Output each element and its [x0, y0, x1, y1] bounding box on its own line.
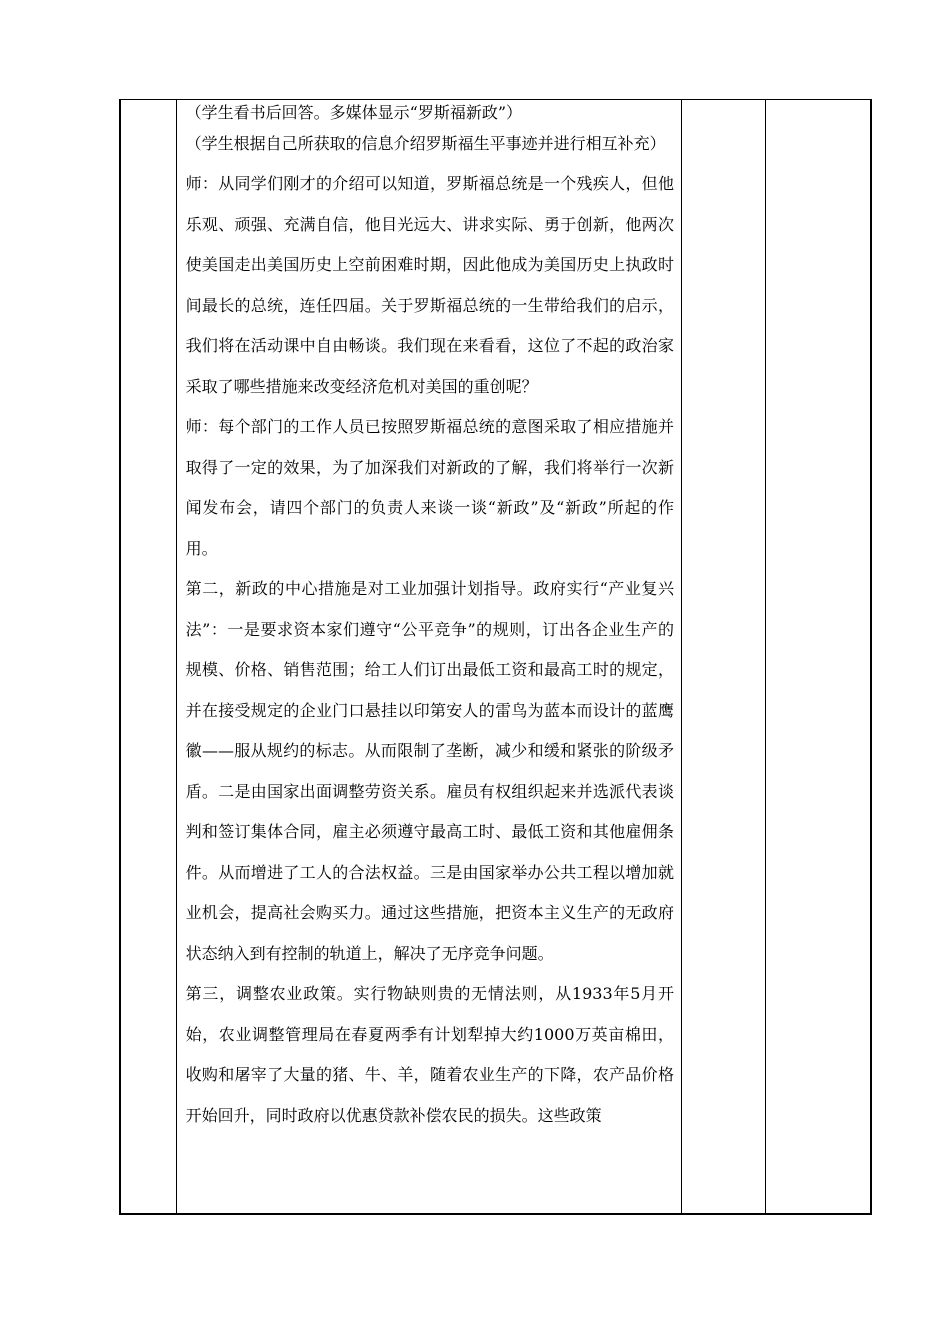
student-activity-cell [681, 100, 765, 1215]
paragraph-student-answer: （学生看书后回答。多媒体显示“罗斯福新政”） [185, 103, 523, 122]
teaching-content [177, 100, 681, 1136]
lesson-plan-table [119, 99, 872, 1215]
paragraph-teacher-press-conference: 师：每个部门的工作人员已按照罗斯福总统的意图采取了相应措施并取得了一定的效果，为了加深我们对新政的了解，我们将举行一次新闻发布会，请四个部门的负责人来谈一谈“新政”及“新政”所起的作用。 [185, 417, 674, 558]
paragraph-industry-policy: 第二，新政的中心措施是对工业加强计划指导。政府实行“产业复兴法”：一是要求资本家们遵守“公平竞争”的规则，订出各企业生产的规模、价格、销售范围；给工人们订出最低工资和最高工时的规定，并在接受规定的企业门口悬挂以印第安人的雷鸟为蓝本而设计的蓝鹰徽——服从规约的标志。从而限制了垄断，减少和缓和紧张的阶级矛盾。二是由国家出面调整劳资关系。雇员有权组织起来并选派代表谈判和签订集体合同，雇主必须遵守最高工时、最低工资和其他雇佣条件。从而增进了工人的合法权益。三是由国家举办公共工程以增加就业机会，提高社会购买力。通过这些措施，把资本主义生产的无政府状态纳入到有控制的轨道上，解决了无序竞争问题。 [185, 579, 674, 963]
paragraph-student-introduction: （学生根据自己所获取的信息介绍罗斯福生平事迹并进行相互补充） [185, 134, 666, 153]
table-row [120, 100, 871, 1215]
paragraph-agriculture-policy: 第三，调整农业政策。实行物缺则贵的无情法则，从1933年5月开始，农业调整管理局在春夏两季有计划犁掉大约1000万英亩棉田，收购和屠宰了大量的猪、牛、羊，随着农业生产的下降，农产品价格开始回升，同时政府以优惠贷款补偿农民的损失。这些政策 [185, 984, 674, 1125]
design-intent-cell [766, 100, 871, 1215]
teaching-content-cell [176, 100, 681, 1215]
stage-cell [120, 100, 176, 1215]
paragraph-teacher-roosevelt: 师：从同学们刚才的介绍可以知道，罗斯福总统是一个残疾人，但他乐观、顽强、充满自信，他目光远大、讲求实际、勇于创新，他两次使美国走出美国历史上空前困难时期，因此他成为美国历史上执政时间最长的总统，连任四届。关于罗斯福总统的一生带给我们的启示，我们将在活动课中自由畅谈。我们现在来看看，这位了不起的政治家采取了哪些措施来改变经济危机对美国的重创呢？ [185, 174, 674, 396]
